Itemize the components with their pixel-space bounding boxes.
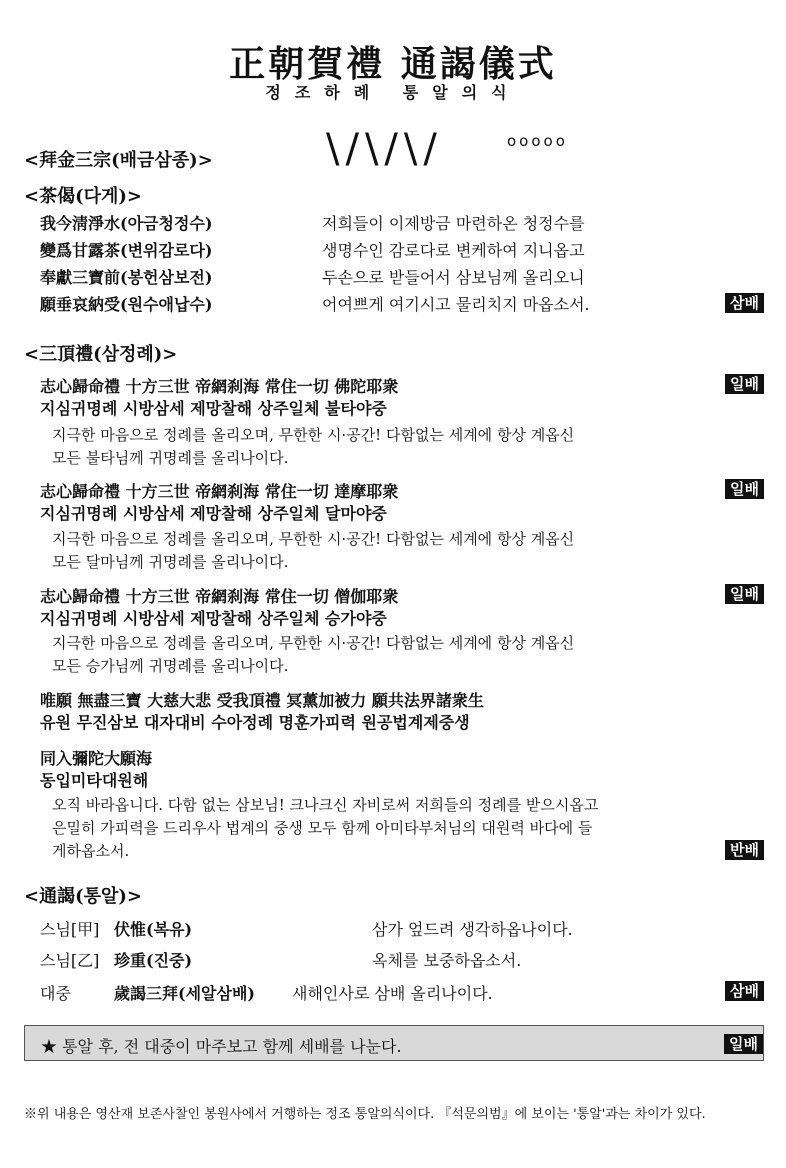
dongip-meaning: 오직 바라옵니다. 다함 없는 삼보님! 크나크신 자비로써 저희들의 정례를 받으시옵고 [52,796,599,814]
dage-hanja-line: 奉獻三寶前(봉헌삼보전) [40,268,213,287]
document-title: 正朝賀禮 通謁儀式 [229,43,557,85]
footnote: ※위 내용은 영산재 보존사찰인 봉원사에서 거행하는 정조 통알의식이다. 『석문의범』에 보이는 '통알'과는 차이가 있다. [24,1107,706,1122]
bow-badge: 일배 [725,479,764,499]
bow-badge: 삼배 [725,293,764,313]
document-subtitle: 정조하례 통알의식 [265,83,521,102]
prostration-meaning: 지극한 마음으로 정례를 올리오며, 무한한 시·공간! 다함없는 세계에 항상 계옵신 [52,634,575,652]
prostration-meaning: 지극한 마음으로 정례를 올리오며, 무한한 시·공간! 다함없는 세계에 항상 계옵신 [52,530,575,548]
dage-korean-line: 어여쁘게 여기시고 물리치지 마옵소서. [322,295,590,314]
dage-hanja-line: 我今淸淨水(아금청정수) [40,214,213,233]
section-heading-dage: <茶偈(다게)> [24,186,142,207]
prostration-meaning: 모든 달마님께 귀명례를 올리나이다. [52,553,289,571]
prostration-hanja: 志心歸命禮 十方三世 帝網刹海 常住一切 達摩耶衆 [40,482,399,501]
strike-marks: \/\/\/ [326,126,443,172]
dage-hanja-line: 願垂哀納受(원수애납수) [40,295,213,314]
prostration-meaning: 모든 승가님께 귀명례를 올리나이다. [52,657,289,675]
dongip-hanja: 同入彌陀大願海 [40,749,153,768]
yuwon-hangul: 유원 무진삼보 대자대비 수아정례 명훈가피력 원공법계제중생 [40,713,470,732]
tongal-meaning: 옥체를 보중하옵소서. [372,951,522,970]
tongal-speaker: 스님[乙] [40,951,100,970]
dage-korean-line: 저희들이 이제방금 마련하온 청정수를 [322,214,585,233]
tongal-phrase: 珍重(진중) [114,951,193,970]
section-heading-baegeum: <拜金三宗(배금삼종)> [24,150,213,171]
dage-korean-line: 두손으로 받들어서 삼보님께 올리오니 [322,268,585,287]
dage-hanja-line: 變爲甘露茶(변위감로다) [40,241,213,260]
section-heading-tongal: <通謁(통알)> [24,886,142,907]
dongip-hangul: 동입미타대원해 [40,771,149,790]
tongal-meaning: 삼가 엎드려 생각하옵나이다. [372,920,573,939]
prostration-hanja: 志心歸命禮 十方三世 帝網刹海 常住一切 佛陀耶衆 [40,377,399,396]
bow-badge: 일배 [724,1034,763,1054]
section-heading-samjeongrye: <三頂禮(삼정례)> [24,344,178,365]
prostration-hangul: 지심귀명례 시방삼세 제망찰해 상주일체 승가야중 [40,609,387,628]
prostration-hangul: 지심귀명례 시방삼세 제망찰해 상주일체 달마야중 [40,504,387,523]
dongip-meaning: 게하옵소서. [52,842,130,860]
dongip-meaning: 은밀히 가피력을 드리우사 법계의 중생 모두 함께 아미타부처님의 대원력 바다에 들 [52,819,593,837]
tongal-speaker: 대중 [40,984,71,1003]
prostration-hangul: 지심귀명례 시방삼세 제망찰해 상주일체 불타야중 [40,399,387,418]
tongal-speaker: 스님[甲] [40,920,100,939]
prostration-hanja: 志心歸命禮 十方三世 帝網刹海 常住一切 僧伽耶衆 [40,587,399,606]
bow-badge: 일배 [725,374,764,394]
tongal-phrase: 伏惟(복유) [114,920,193,939]
bell-circles: ooooo [507,132,568,150]
yuwon-hanja: 唯願 無盡三寶 大慈大悲 受我頂禮 冥薰加被力 願共法界諸衆生 [40,691,484,710]
prostration-meaning: 모든 불타님께 귀명례를 올리나이다. [52,449,289,467]
bow-badge: 반배 [725,840,764,860]
tongal-meaning: 새해인사로 삼배 올리나이다. [292,984,493,1003]
prostration-meaning: 지극한 마음으로 정례를 올리오며, 무한한 시·공간! 다함없는 세계에 항상 계옵신 [52,426,575,444]
bow-badge: 일배 [725,584,764,604]
note-text: ★ 통알 후, 전 대중이 마주보고 함께 세배를 나눈다. [41,1037,402,1056]
bow-badge: 삼배 [725,981,764,1001]
tongal-phrase: 歲謁三拜(세알삼배) [114,984,255,1003]
note-box [24,1025,764,1061]
dage-korean-line: 생명수인 감로다로 변케하여 지니옵고 [322,241,585,260]
